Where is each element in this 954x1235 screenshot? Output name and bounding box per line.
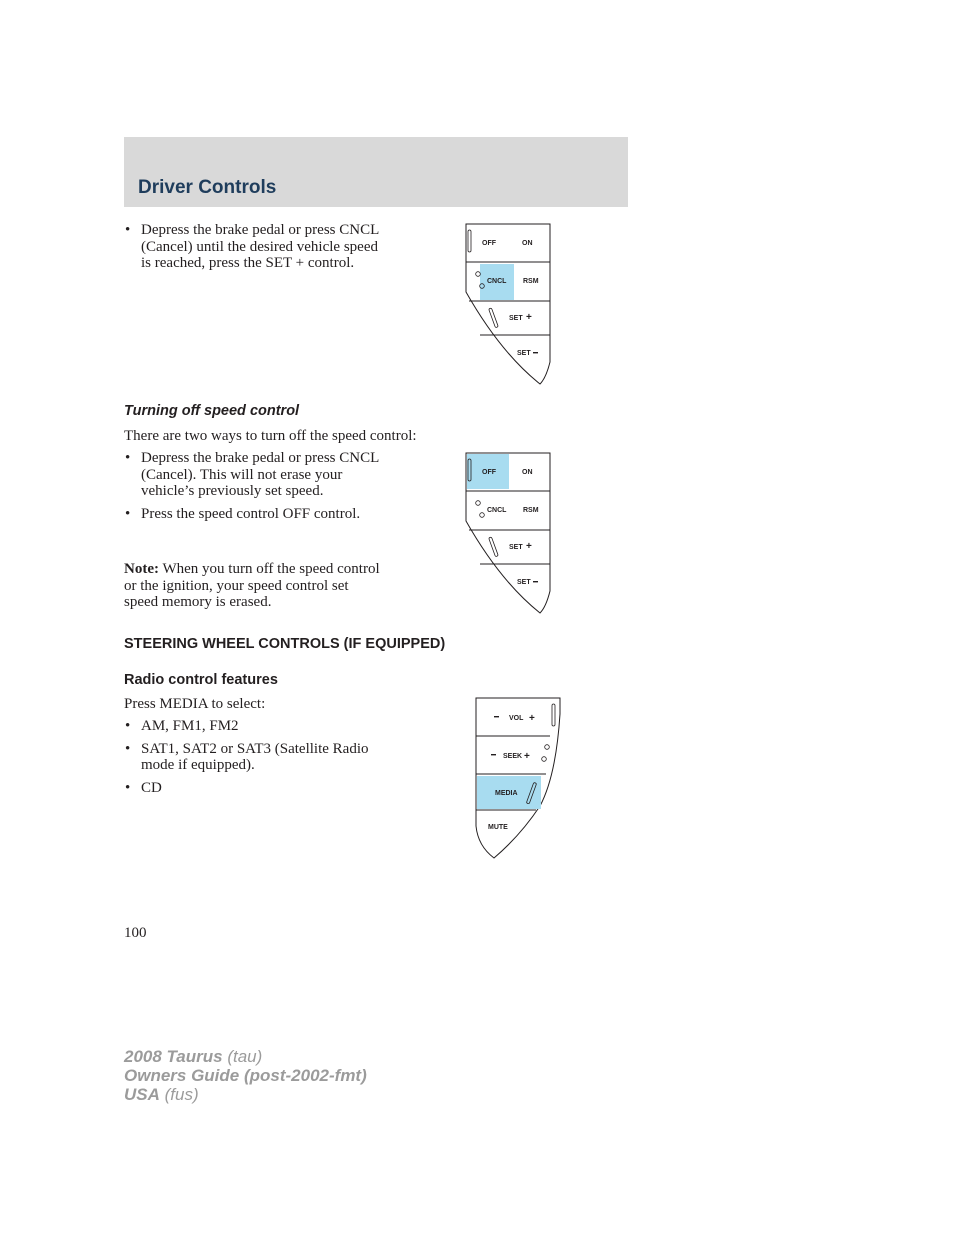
minus-icon: [533, 352, 538, 353]
header-band: [124, 137, 628, 207]
speed-control-cncl-illustration: [460, 222, 560, 393]
list-item: • Press the speed control OFF control.: [125, 505, 361, 522]
vol-label: VOL: [509, 715, 524, 722]
mute-label: MUTE: [488, 824, 508, 831]
set-minus-label: SET: [517, 350, 531, 357]
footer-line-3: USA (fus): [124, 1085, 199, 1104]
footer-line-1: 2008 Taurus (tau): [124, 1047, 263, 1066]
set-minus-label: SET: [517, 579, 531, 586]
on-label: ON: [522, 240, 533, 247]
seek-minus-icon: [491, 754, 496, 755]
seek-label: SEEK: [503, 753, 523, 760]
set-plus-label: SET: [509, 544, 523, 551]
vol-minus-icon: [494, 716, 499, 717]
note-paragraph: [124, 561, 384, 611]
rsm-label: RSM: [523, 278, 539, 285]
off-label: OFF: [482, 469, 496, 476]
off-label: OFF: [482, 240, 496, 247]
radio-intro: Press MEDIA to select:: [124, 696, 266, 712]
section-heading-turning-off: Turning off speed control: [124, 403, 300, 419]
footer: [124, 1047, 367, 1104]
cncl-label: CNCL: [487, 278, 507, 285]
page-title: Driver Controls: [138, 177, 277, 198]
set-plus-label: SET: [509, 315, 523, 322]
bullet-list-media: [124, 718, 384, 802]
radio-control-illustration: [470, 696, 566, 867]
media-label: MEDIA: [495, 790, 518, 797]
plus-icon: +: [526, 541, 532, 552]
cncl-label: CNCL: [487, 507, 507, 514]
list-item: • AM, FM1, FM2: [125, 718, 239, 734]
note-text: When you turn off the speed control or the ignition, your speed control set speed memory is erased.: [124, 561, 380, 610]
on-label: ON: [522, 469, 533, 476]
list-item: • Depress the brake pedal or press CNCL (Cancel). This will not erase your vehicle’s previously set speed.: [125, 450, 379, 499]
list-item: • CD: [125, 779, 162, 796]
bullet-list-turn-off: [124, 450, 384, 528]
footer-line-2: Owners Guide (post-2002-fmt): [124, 1066, 367, 1085]
vol-plus-icon: +: [529, 713, 535, 724]
rsm-label: RSM: [523, 507, 539, 514]
speed-control-off-illustration: [460, 451, 560, 622]
bullet-list-cncl: [124, 222, 384, 278]
plus-icon: +: [526, 312, 532, 323]
section-heading-steering-wheel: STEERING WHEEL CONTROLS (IF EQUIPPED): [124, 636, 446, 652]
list-item: • SAT1, SAT2 or SAT3 (Satellite Radio mode if equipped).: [125, 740, 369, 773]
section-intro: There are two ways to turn off the speed control:: [124, 428, 417, 444]
page-number: 100: [124, 925, 147, 941]
subheading-radio-control: Radio control features: [124, 672, 278, 688]
seek-plus-icon: +: [524, 751, 530, 762]
note-label: Note:: [124, 561, 159, 577]
minus-icon: [533, 581, 538, 582]
list-item: • Depress the brake pedal or press CNCL (Cancel) until the desired vehicle speed is reached, press the SET + control.: [125, 222, 379, 271]
